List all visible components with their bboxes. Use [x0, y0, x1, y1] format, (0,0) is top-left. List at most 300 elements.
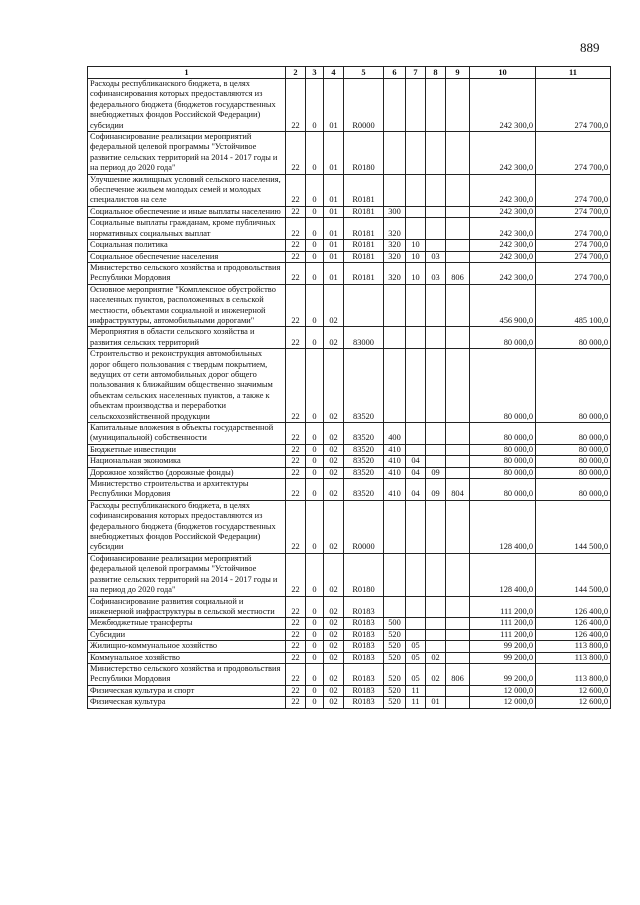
- sub-code-cell: 22: [286, 629, 306, 640]
- subprogram-cell: 01: [324, 79, 344, 132]
- sub-code-cell: 22: [286, 218, 306, 240]
- sub-code-cell: 22: [286, 553, 306, 596]
- sub-code-cell: 22: [286, 663, 306, 685]
- ministry-code-cell: [446, 629, 470, 640]
- ministry-code-cell: [446, 685, 470, 696]
- row-name-cell: Строительство и реконструкция автомобильных дорог общего пользования с твердым покрытием, ведущих от сети автомобильных дорог общего пользования к ближайшим общественно значимым объектам сельских населенных пунктов, а также к объектам производства и переработки сельскохозяйственной продукции: [88, 349, 286, 423]
- amount-year2-cell: 80 000,0: [536, 444, 611, 455]
- subprogram-cell: 02: [324, 618, 344, 629]
- program-cell: 0: [306, 553, 324, 596]
- section-cell: [406, 618, 426, 629]
- table-row: [88, 652, 611, 663]
- section-cell: [406, 553, 426, 596]
- expense-type-cell: 400: [384, 423, 406, 445]
- ministry-code-cell: [446, 240, 470, 251]
- sub-code-cell: 22: [286, 327, 306, 349]
- amount-year1-cell: 80 000,0: [470, 456, 536, 467]
- subprogram-cell: 02: [324, 553, 344, 596]
- row-name-cell: Коммунальное хозяйство: [88, 652, 286, 663]
- expense-type-cell: [384, 553, 406, 596]
- ministry-code-cell: [446, 132, 470, 175]
- section-cell: 10: [406, 251, 426, 262]
- subsection-cell: [426, 218, 446, 240]
- table-row: [88, 132, 611, 175]
- program-cell: 0: [306, 327, 324, 349]
- sub-code-cell: 22: [286, 596, 306, 618]
- table-row: [88, 685, 611, 696]
- program-cell: 0: [306, 206, 324, 217]
- column-header: 10: [470, 67, 536, 79]
- ministry-code-cell: 806: [446, 262, 470, 284]
- subsection-cell: [426, 206, 446, 217]
- subsection-cell: [426, 284, 446, 327]
- amount-year1-cell: 80 000,0: [470, 423, 536, 445]
- expense-type-cell: [384, 284, 406, 327]
- table-row: [88, 262, 611, 284]
- ministry-code-cell: [446, 641, 470, 652]
- expense-type-cell: 520: [384, 652, 406, 663]
- amount-year2-cell: 144 500,0: [536, 500, 611, 553]
- section-cell: [406, 132, 426, 175]
- section-cell: [406, 206, 426, 217]
- section-cell: [406, 284, 426, 327]
- sub-code-cell: 22: [286, 479, 306, 501]
- ministry-code-cell: [446, 553, 470, 596]
- subsection-cell: [426, 132, 446, 175]
- expense-type-cell: 410: [384, 479, 406, 501]
- subprogram-cell: 01: [324, 251, 344, 262]
- subprogram-cell: 02: [324, 652, 344, 663]
- table-row: [88, 553, 611, 596]
- budget-table: [87, 66, 611, 709]
- subprogram-cell: 02: [324, 697, 344, 708]
- table-row: [88, 697, 611, 708]
- subprogram-cell: 01: [324, 240, 344, 251]
- program-cell: 0: [306, 652, 324, 663]
- amount-year1-cell: 242 300,0: [470, 206, 536, 217]
- target-article-cell: R0180: [344, 553, 384, 596]
- subprogram-cell: 02: [324, 467, 344, 478]
- row-name-cell: Софинансирование развития социальной и инженерной инфраструктуры в сельской местности: [88, 596, 286, 618]
- expense-type-cell: 410: [384, 456, 406, 467]
- subprogram-cell: 02: [324, 663, 344, 685]
- amount-year2-cell: 126 400,0: [536, 629, 611, 640]
- amount-year2-cell: 12 600,0: [536, 697, 611, 708]
- amount-year2-cell: 126 400,0: [536, 596, 611, 618]
- table-row: [88, 251, 611, 262]
- amount-year1-cell: 456 900,0: [470, 284, 536, 327]
- amount-year1-cell: 128 400,0: [470, 553, 536, 596]
- column-header: 11: [536, 67, 611, 79]
- subsection-cell: [426, 349, 446, 423]
- ministry-code-cell: [446, 596, 470, 618]
- row-name-cell: Дорожное хозяйство (дорожные фонды): [88, 467, 286, 478]
- program-cell: 0: [306, 174, 324, 206]
- amount-year1-cell: 242 300,0: [470, 174, 536, 206]
- ministry-code-cell: [446, 79, 470, 132]
- row-name-cell: Капитальные вложения в объекты государственной (муниципальной) собственности: [88, 423, 286, 445]
- table-row: [88, 349, 611, 423]
- program-cell: 0: [306, 596, 324, 618]
- amount-year1-cell: 12 000,0: [470, 697, 536, 708]
- target-article-cell: 83520: [344, 479, 384, 501]
- subsection-cell: [426, 685, 446, 696]
- expense-type-cell: 410: [384, 467, 406, 478]
- program-cell: 0: [306, 618, 324, 629]
- subsection-cell: [426, 596, 446, 618]
- ministry-code-cell: [446, 456, 470, 467]
- subprogram-cell: 02: [324, 423, 344, 445]
- expense-type-cell: 500: [384, 618, 406, 629]
- row-name-cell: Жилищно-коммунальное хозяйство: [88, 641, 286, 652]
- row-name-cell: Бюджетные инвестиции: [88, 444, 286, 455]
- column-header: 7: [406, 67, 426, 79]
- target-article-cell: R0180: [344, 132, 384, 175]
- amount-year2-cell: 274 700,0: [536, 174, 611, 206]
- table-row: [88, 596, 611, 618]
- row-name-cell: Основное мероприятие "Комплексное обустройство населенных пунктов, расположенных в сельской местности, объектами социальной и инженерной инфраструктуры, автомобильными дорогами": [88, 284, 286, 327]
- sub-code-cell: 22: [286, 697, 306, 708]
- sub-code-cell: 22: [286, 79, 306, 132]
- table-row: [88, 206, 611, 217]
- subprogram-cell: 02: [324, 479, 344, 501]
- section-cell: [406, 500, 426, 553]
- subprogram-cell: 02: [324, 500, 344, 553]
- target-article-cell: 83520: [344, 349, 384, 423]
- ministry-code-cell: 806: [446, 663, 470, 685]
- target-article-cell: R0000: [344, 500, 384, 553]
- subprogram-cell: 02: [324, 444, 344, 455]
- ministry-code-cell: [446, 174, 470, 206]
- target-article-cell: R0181: [344, 206, 384, 217]
- subprogram-cell: 01: [324, 132, 344, 175]
- subsection-cell: [426, 174, 446, 206]
- sub-code-cell: 22: [286, 444, 306, 455]
- program-cell: 0: [306, 685, 324, 696]
- sub-code-cell: 22: [286, 262, 306, 284]
- amount-year2-cell: 126 400,0: [536, 618, 611, 629]
- section-cell: 05: [406, 652, 426, 663]
- target-article-cell: R0183: [344, 596, 384, 618]
- subsection-cell: 02: [426, 652, 446, 663]
- amount-year1-cell: 128 400,0: [470, 500, 536, 553]
- sub-code-cell: 22: [286, 618, 306, 629]
- program-cell: 0: [306, 663, 324, 685]
- expense-type-cell: 320: [384, 218, 406, 240]
- target-article-cell: R0183: [344, 629, 384, 640]
- amount-year2-cell: 12 600,0: [536, 685, 611, 696]
- ministry-code-cell: [446, 349, 470, 423]
- table-row: [88, 423, 611, 445]
- program-cell: 0: [306, 79, 324, 132]
- amount-year2-cell: 80 000,0: [536, 479, 611, 501]
- section-cell: 04: [406, 456, 426, 467]
- ministry-code-cell: [446, 423, 470, 445]
- expense-type-cell: 520: [384, 663, 406, 685]
- amount-year2-cell: 274 700,0: [536, 206, 611, 217]
- amount-year2-cell: 274 700,0: [536, 79, 611, 132]
- target-article-cell: R0183: [344, 685, 384, 696]
- section-cell: [406, 174, 426, 206]
- sub-code-cell: 22: [286, 174, 306, 206]
- table-row: [88, 284, 611, 327]
- program-cell: 0: [306, 456, 324, 467]
- ministry-code-cell: [446, 500, 470, 553]
- section-cell: [406, 629, 426, 640]
- sub-code-cell: 22: [286, 641, 306, 652]
- sub-code-cell: 22: [286, 467, 306, 478]
- target-article-cell: R0181: [344, 174, 384, 206]
- target-article-cell: R0183: [344, 641, 384, 652]
- ministry-code-cell: [446, 652, 470, 663]
- subsection-cell: [426, 423, 446, 445]
- target-article-cell: [344, 284, 384, 327]
- subsection-cell: [426, 641, 446, 652]
- ministry-code-cell: [446, 218, 470, 240]
- ministry-code-cell: [446, 327, 470, 349]
- program-cell: 0: [306, 218, 324, 240]
- row-name-cell: Улучшение жилищных условий сельского населения, обеспечение жильем молодых семей и молодых специалистов на селе: [88, 174, 286, 206]
- subsection-cell: 09: [426, 467, 446, 478]
- column-header: 9: [446, 67, 470, 79]
- expense-type-cell: [384, 596, 406, 618]
- subprogram-cell: 02: [324, 284, 344, 327]
- section-cell: 10: [406, 240, 426, 251]
- expense-type-cell: [384, 500, 406, 553]
- amount-year1-cell: 80 000,0: [470, 349, 536, 423]
- subsection-cell: 03: [426, 262, 446, 284]
- program-cell: 0: [306, 262, 324, 284]
- amount-year1-cell: 80 000,0: [470, 327, 536, 349]
- column-header: 5: [344, 67, 384, 79]
- expense-type-cell: 520: [384, 685, 406, 696]
- amount-year1-cell: 99 200,0: [470, 663, 536, 685]
- amount-year2-cell: 113 800,0: [536, 663, 611, 685]
- subsection-cell: [426, 240, 446, 251]
- amount-year1-cell: 80 000,0: [470, 479, 536, 501]
- amount-year2-cell: 113 800,0: [536, 652, 611, 663]
- target-article-cell: R0183: [344, 652, 384, 663]
- column-header: 4: [324, 67, 344, 79]
- program-cell: 0: [306, 479, 324, 501]
- amount-year2-cell: 80 000,0: [536, 349, 611, 423]
- sub-code-cell: 22: [286, 500, 306, 553]
- section-cell: 10: [406, 262, 426, 284]
- amount-year1-cell: 242 300,0: [470, 132, 536, 175]
- program-cell: 0: [306, 132, 324, 175]
- sub-code-cell: 22: [286, 685, 306, 696]
- target-article-cell: R0183: [344, 663, 384, 685]
- program-cell: 0: [306, 284, 324, 327]
- row-name-cell: Социальные выплаты гражданам, кроме публичных нормативных социальных выплат: [88, 218, 286, 240]
- subsection-cell: [426, 629, 446, 640]
- row-name-cell: Социальная политика: [88, 240, 286, 251]
- target-article-cell: 83520: [344, 456, 384, 467]
- subsection-cell: 09: [426, 479, 446, 501]
- section-cell: [406, 218, 426, 240]
- section-cell: [406, 79, 426, 132]
- target-article-cell: R0183: [344, 697, 384, 708]
- row-name-cell: Софинансирование реализации мероприятий федеральной целевой программы "Устойчивое развитие сельских территорий на 2014 - 2017 годы и на период до 2020 года": [88, 132, 286, 175]
- row-name-cell: Софинансирование реализации мероприятий федеральной целевой программы "Устойчивое развитие сельских территорий на 2014 - 2017 годы и на период до 2020 года": [88, 553, 286, 596]
- table-row: [88, 456, 611, 467]
- amount-year1-cell: 111 200,0: [470, 629, 536, 640]
- target-article-cell: R0181: [344, 262, 384, 284]
- subprogram-cell: 02: [324, 327, 344, 349]
- subprogram-cell: 02: [324, 629, 344, 640]
- row-name-cell: Мероприятия в области сельского хозяйства и развития сельских территорий: [88, 327, 286, 349]
- amount-year2-cell: 274 700,0: [536, 240, 611, 251]
- subprogram-cell: 01: [324, 218, 344, 240]
- program-cell: 0: [306, 697, 324, 708]
- ministry-code-cell: [446, 697, 470, 708]
- target-article-cell: 83520: [344, 444, 384, 455]
- column-header: 8: [426, 67, 446, 79]
- amount-year1-cell: 242 300,0: [470, 218, 536, 240]
- subsection-cell: 02: [426, 663, 446, 685]
- expense-type-cell: [384, 79, 406, 132]
- subprogram-cell: 02: [324, 456, 344, 467]
- amount-year1-cell: 99 200,0: [470, 652, 536, 663]
- row-name-cell: Национальная экономика: [88, 456, 286, 467]
- subsection-cell: [426, 618, 446, 629]
- expense-type-cell: 520: [384, 629, 406, 640]
- row-name-cell: Физическая культура и спорт: [88, 685, 286, 696]
- program-cell: 0: [306, 444, 324, 455]
- program-cell: 0: [306, 500, 324, 553]
- subsection-cell: [426, 327, 446, 349]
- ministry-code-cell: [446, 467, 470, 478]
- amount-year1-cell: 80 000,0: [470, 467, 536, 478]
- amount-year2-cell: 274 700,0: [536, 251, 611, 262]
- program-cell: 0: [306, 629, 324, 640]
- sub-code-cell: 22: [286, 132, 306, 175]
- row-name-cell: Субсидии: [88, 629, 286, 640]
- row-name-cell: Межбюджетные трансферты: [88, 618, 286, 629]
- amount-year2-cell: 485 100,0: [536, 284, 611, 327]
- column-header: 6: [384, 67, 406, 79]
- target-article-cell: R0181: [344, 218, 384, 240]
- column-header: 2: [286, 67, 306, 79]
- expense-type-cell: [384, 349, 406, 423]
- subsection-cell: [426, 444, 446, 455]
- section-cell: 11: [406, 685, 426, 696]
- table-body: [88, 79, 611, 709]
- amount-year1-cell: 111 200,0: [470, 618, 536, 629]
- row-name-cell: Социальное обеспечение и иные выплаты населению: [88, 206, 286, 217]
- ministry-code-cell: [446, 206, 470, 217]
- subsection-cell: 01: [426, 697, 446, 708]
- expense-type-cell: [384, 174, 406, 206]
- expense-type-cell: 520: [384, 697, 406, 708]
- subprogram-cell: 02: [324, 596, 344, 618]
- expense-type-cell: 320: [384, 240, 406, 251]
- ministry-code-cell: [446, 444, 470, 455]
- section-cell: [406, 423, 426, 445]
- subsection-cell: [426, 553, 446, 596]
- expense-type-cell: 300: [384, 206, 406, 217]
- table-row: [88, 641, 611, 652]
- sub-code-cell: 22: [286, 251, 306, 262]
- amount-year2-cell: 80 000,0: [536, 423, 611, 445]
- table-row: [88, 79, 611, 132]
- amount-year1-cell: 111 200,0: [470, 596, 536, 618]
- subprogram-cell: 02: [324, 349, 344, 423]
- program-cell: 0: [306, 349, 324, 423]
- subprogram-cell: 01: [324, 262, 344, 284]
- sub-code-cell: 22: [286, 284, 306, 327]
- table-row: [88, 218, 611, 240]
- table-row: [88, 618, 611, 629]
- subprogram-cell: 02: [324, 685, 344, 696]
- program-cell: 0: [306, 240, 324, 251]
- subprogram-cell: 01: [324, 174, 344, 206]
- amount-year1-cell: 242 300,0: [470, 251, 536, 262]
- amount-year2-cell: 80 000,0: [536, 327, 611, 349]
- target-article-cell: 83520: [344, 423, 384, 445]
- section-cell: 05: [406, 641, 426, 652]
- amount-year2-cell: 274 700,0: [536, 262, 611, 284]
- amount-year1-cell: 99 200,0: [470, 641, 536, 652]
- sub-code-cell: 22: [286, 240, 306, 251]
- row-name-cell: Министерство строительства и архитектуры Республики Мордовия: [88, 479, 286, 501]
- row-name-cell: Социальное обеспечение населения: [88, 251, 286, 262]
- section-cell: 04: [406, 479, 426, 501]
- row-name-cell: Расходы республиканского бюджета, в целях софинансирования которых предоставляются из федерального бюджета (бюджетов государственных внебюджетных фондов Российской Федерации) субсидии: [88, 500, 286, 553]
- amount-year2-cell: 144 500,0: [536, 553, 611, 596]
- program-cell: 0: [306, 251, 324, 262]
- amount-year1-cell: 12 000,0: [470, 685, 536, 696]
- sub-code-cell: 22: [286, 456, 306, 467]
- row-name-cell: Министерство сельского хозяйства и продовольствия Республики Мордовия: [88, 262, 286, 284]
- program-cell: 0: [306, 467, 324, 478]
- amount-year1-cell: 242 300,0: [470, 79, 536, 132]
- table-row: [88, 444, 611, 455]
- row-name-cell: Расходы республиканского бюджета, в целях софинансирования которых предоставляются из федерального бюджета (бюджетов государственных внебюджетных фондов Российской Федерации) субсидии: [88, 79, 286, 132]
- subsection-cell: [426, 456, 446, 467]
- expense-type-cell: [384, 132, 406, 175]
- ministry-code-cell: [446, 284, 470, 327]
- subprogram-cell: 01: [324, 206, 344, 217]
- ministry-code-cell: 804: [446, 479, 470, 501]
- table-row: [88, 500, 611, 553]
- table-row: [88, 663, 611, 685]
- subsection-cell: 03: [426, 251, 446, 262]
- section-cell: 11: [406, 697, 426, 708]
- table-header-row: [88, 67, 611, 79]
- program-cell: 0: [306, 641, 324, 652]
- sub-code-cell: 22: [286, 349, 306, 423]
- amount-year2-cell: 80 000,0: [536, 467, 611, 478]
- sub-code-cell: 22: [286, 652, 306, 663]
- ministry-code-cell: [446, 618, 470, 629]
- ministry-code-cell: [446, 251, 470, 262]
- section-cell: 05: [406, 663, 426, 685]
- amount-year1-cell: 80 000,0: [470, 444, 536, 455]
- page-number: 889: [580, 40, 600, 55]
- expense-type-cell: 520: [384, 641, 406, 652]
- table-row: [88, 327, 611, 349]
- target-article-cell: 83520: [344, 467, 384, 478]
- amount-year2-cell: 113 800,0: [536, 641, 611, 652]
- amount-year2-cell: 274 700,0: [536, 132, 611, 175]
- target-article-cell: R0181: [344, 251, 384, 262]
- table-row: [88, 240, 611, 251]
- expense-type-cell: [384, 327, 406, 349]
- program-cell: 0: [306, 423, 324, 445]
- section-cell: [406, 444, 426, 455]
- section-cell: [406, 596, 426, 618]
